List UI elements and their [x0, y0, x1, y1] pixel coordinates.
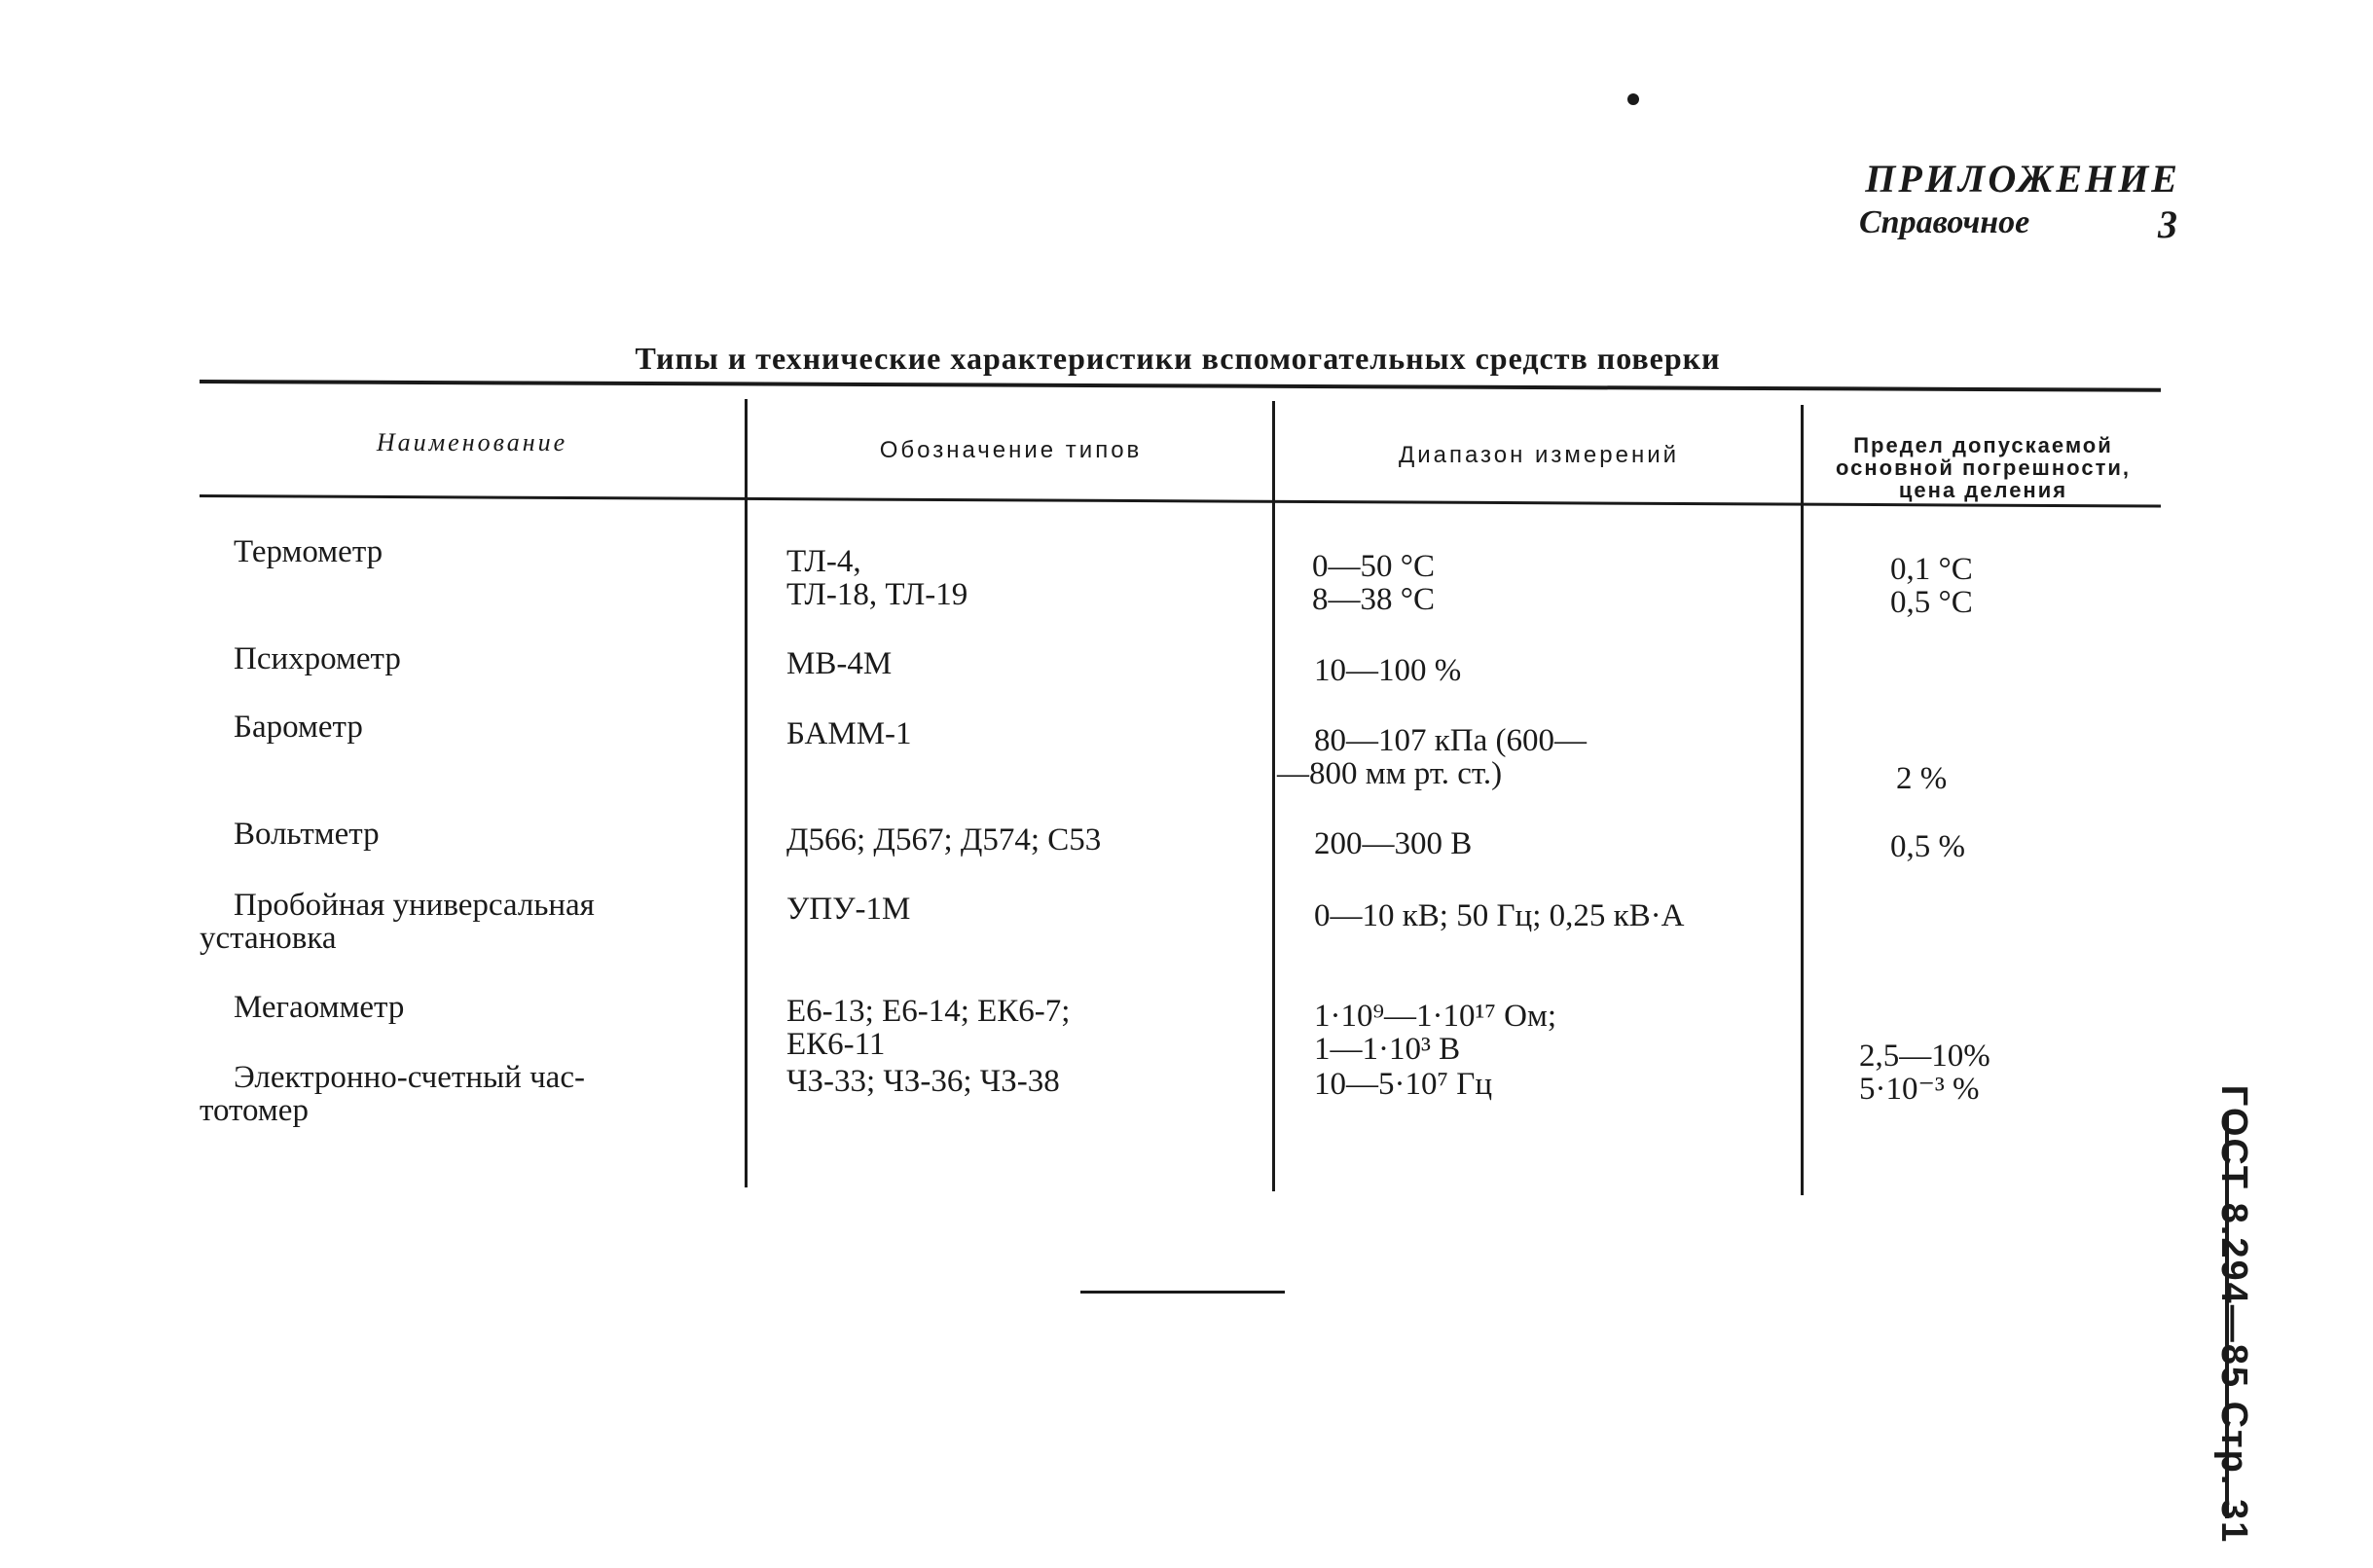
row-frequency-counter-types — [786, 1065, 1060, 1098]
row-voltmeter-types — [786, 823, 1101, 857]
name-line: Термометр — [234, 534, 383, 569]
range-line: 10—100 % — [1314, 653, 1462, 688]
name-line: Пробойная универсальная — [234, 888, 595, 923]
types-line: ТЛ-4, — [786, 544, 861, 579]
name-line: тотомер — [200, 1093, 309, 1128]
appendix-title: ПРИЛОЖЕНИЕ 3 — [1865, 157, 2180, 246]
name-line: Электронно-счетный час- — [234, 1060, 585, 1095]
row-frequency-counter-range — [1314, 1068, 1492, 1101]
name-line: Барометр — [234, 710, 363, 745]
range-line: 200—300 В — [1314, 826, 1473, 861]
row-megohmmeter-types — [786, 995, 1070, 1061]
range-line: 0—10 кВ; 50 Гц; 0,25 кВ·А — [1314, 898, 1685, 933]
row-frequency-counter-name — [200, 1061, 585, 1127]
closing-rule — [1080, 1291, 1285, 1294]
types-line: Е6-13; Е6-14; ЕК6-7; — [786, 994, 1071, 1029]
name-line: Вольтметр — [234, 817, 380, 852]
name-line: установка — [200, 921, 337, 956]
row-frequency-counter-error — [1859, 1073, 1980, 1106]
row-breakdown-unit-types — [786, 893, 910, 926]
row-megohmmeter-name — [234, 991, 404, 1024]
range-line: 10—5·10⁷ Гц — [1314, 1067, 1492, 1102]
row-barometer-error — [1896, 762, 1947, 795]
header-error-line-3: цена деления — [1898, 478, 2068, 502]
header-error-line-2: основной погрешности, — [1836, 456, 2131, 480]
row-thermometer-types — [786, 545, 967, 611]
row-psychrometer-types — [786, 647, 892, 680]
error-line: 2 % — [1896, 761, 1948, 796]
row-barometer-range — [1277, 724, 1587, 790]
types-line: МВ-4М — [786, 646, 893, 681]
types-line: ТЛ-18, ТЛ-19 — [786, 577, 968, 612]
row-thermometer-range — [1312, 550, 1435, 616]
error-line: 0,5 °С — [1890, 585, 1973, 620]
header-error — [1806, 434, 2161, 501]
row-breakdown-unit-name — [200, 889, 595, 955]
row-voltmeter-error — [1890, 830, 1965, 863]
range-line: 1—1·10³ В — [1314, 1032, 1461, 1067]
table-top-rule — [200, 380, 2161, 392]
types-line: БАММ-1 — [786, 716, 912, 751]
row-thermometer-error — [1890, 553, 1973, 619]
range-line: 8—38 °С — [1312, 582, 1435, 617]
error-line: 0,5 % — [1890, 829, 1965, 864]
print-speck — [1627, 93, 1639, 105]
types-line: ЕК6-11 — [786, 1027, 886, 1062]
side-code-text: ГОСТ 8.294—85 Стр. 31 — [2213, 1084, 2255, 1544]
column-divider-1 — [745, 399, 748, 1187]
error-line: 2,5—10% — [1859, 1039, 1990, 1074]
header-types: Обозначение типов — [879, 437, 1143, 463]
row-barometer-types — [786, 717, 912, 750]
header-name: Наименование — [376, 428, 568, 456]
range-line: 80—107 кПа (600— — [1314, 723, 1588, 758]
row-psychrometer-name — [234, 642, 401, 675]
header-range: Диапазон измерений — [1398, 442, 1680, 468]
error-line: 0,1 °С — [1890, 552, 1973, 587]
appendix-subtitle: Справочное — [1859, 204, 2030, 240]
range-line: 1·10⁹—1·10¹⁷ Ом; — [1314, 999, 1557, 1034]
row-thermometer-name — [234, 535, 383, 568]
types-line: УПУ-1М — [786, 892, 911, 927]
table-title: Типы и технические характеристики вспомогательных средств поверки — [635, 341, 1721, 376]
header-error-line-1: Предел допускаемой — [1853, 433, 2113, 457]
name-line: Психрометр — [234, 641, 401, 676]
types-line: Д566; Д567; Д574; С53 — [786, 822, 1102, 857]
row-psychrometer-range — [1314, 654, 1461, 687]
name-line: Мегаомметр — [234, 990, 405, 1025]
row-megohmmeter-range — [1314, 1000, 1556, 1066]
error-line: 5·10⁻³ % — [1859, 1072, 1980, 1107]
side-running-header — [2190, 1084, 2278, 1544]
row-voltmeter-range — [1314, 827, 1472, 860]
row-barometer-name — [234, 711, 363, 744]
range-line: 0—50 °С — [1312, 549, 1435, 584]
row-megohmmeter-error — [1859, 1039, 1990, 1073]
column-divider-2 — [1272, 401, 1275, 1191]
range-line: —800 мм рт. ст.) — [1277, 756, 1503, 791]
types-line: ЧЗ-33; ЧЗ-36; ЧЗ-38 — [786, 1064, 1060, 1099]
row-breakdown-unit-range — [1314, 899, 1684, 932]
row-voltmeter-name — [234, 818, 380, 851]
column-divider-3 — [1801, 405, 1804, 1195]
